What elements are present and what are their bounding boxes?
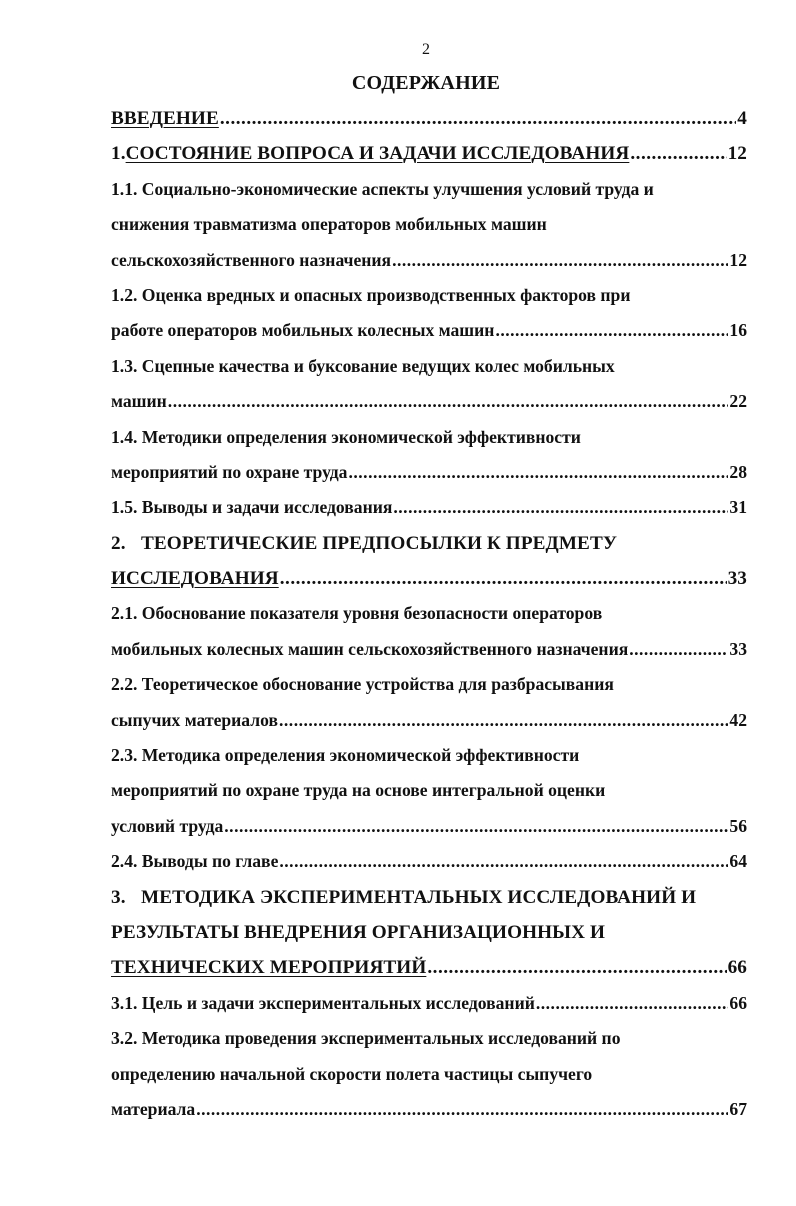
toc-entry-text: работе операторов мобильных колесных машин <box>111 320 495 341</box>
toc-entry-text: снижения травматизма операторов мобильных машин <box>111 214 547 235</box>
toc-page-number: 42 <box>729 709 747 730</box>
toc-page-number: 31 <box>729 497 747 518</box>
dot-leader <box>630 136 726 171</box>
toc-chapter-line[interactable] <box>111 950 747 985</box>
toc-entry-line[interactable] <box>111 313 747 348</box>
toc-entry-text: мероприятий по охране труда на основе интегральной оценки <box>111 780 606 801</box>
toc-page-number: 12 <box>729 249 747 270</box>
toc-entry-text: материала <box>111 1098 196 1119</box>
dot-leader <box>220 101 736 136</box>
toc-entry-text: машин <box>111 391 167 412</box>
toc-entry-line[interactable] <box>111 632 747 667</box>
toc-entry-text: МЕТОДИКА ЭКСПЕРИМЕНТАЛЬНЫХ ИССЛЕДОВАНИЙ И <box>141 886 697 908</box>
toc-entry-line <box>111 773 747 808</box>
chapter-number: 2. <box>111 532 126 554</box>
toc-entry-line[interactable] <box>111 490 747 525</box>
toc-entry-line <box>111 738 747 773</box>
toc-page-number: 33 <box>729 638 747 659</box>
toc-entry-text: условий труда <box>111 815 224 836</box>
dot-leader <box>279 703 728 738</box>
toc-entry-line <box>111 172 747 207</box>
toc-entry-text: сельскохозяйственного назначения <box>111 249 392 270</box>
toc-entry-text: сыпучих материалов <box>111 709 278 730</box>
toc-entry-text: 3.2. Методика проведения экспериментальных исследований по <box>111 1028 621 1049</box>
toc-entry-text: мероприятий по охране труда <box>111 461 348 482</box>
toc-entry-line <box>111 1057 747 1092</box>
toc-entry-text: 1.4. Методики определения экономической эффективности <box>111 426 581 447</box>
toc-page-number: 67 <box>729 1098 747 1119</box>
page-number: 2 <box>422 41 430 58</box>
dot-leader <box>279 844 728 879</box>
toc-entry-line[interactable] <box>111 243 747 278</box>
toc-entry-text: РЕЗУЛЬТАТЫ ВНЕДРЕНИЯ ОРГАНИЗАЦИОННЫХ И <box>111 921 605 943</box>
toc-entry-text: 3.1. Цель и задачи экспериментальных исследований <box>111 992 535 1013</box>
chapter-number: 1. <box>111 143 126 165</box>
toc-page-number: 22 <box>729 391 747 412</box>
toc-entry-line[interactable] <box>111 703 747 738</box>
toc-entry-line <box>111 349 747 384</box>
toc-entry-text: 2.1. Обоснование показателя уровня безопасности операторов <box>111 603 603 624</box>
chapter-number: 3. <box>111 886 126 908</box>
toc-page-number: 66 <box>727 957 747 979</box>
toc-entry-text: ТЕХНИЧЕСКИХ МЕРОПРИЯТИЙ <box>111 957 427 979</box>
toc-entry-text: мобильных колесных машин сельскохозяйственного назначения <box>111 638 629 659</box>
toc-page-number: 33 <box>727 568 747 590</box>
toc-entry-text: определению начальной скорости полета частицы сыпучего <box>111 1063 593 1084</box>
toc-entry-line[interactable] <box>111 1092 747 1127</box>
dot-leader <box>168 384 729 419</box>
toc-entry-line[interactable] <box>111 809 747 844</box>
toc-entry-line <box>111 207 747 242</box>
toc-entry-text: ИССЛЕДОВАНИЯ <box>111 568 279 590</box>
toc-chapter-line <box>111 880 747 915</box>
toc-page-number: 64 <box>729 851 747 872</box>
dot-leader <box>224 809 728 844</box>
toc-entry-line <box>111 596 747 631</box>
dot-leader <box>280 561 727 596</box>
dot-leader <box>495 313 728 348</box>
toc-entry-line[interactable] <box>111 455 747 490</box>
toc-page-number: 16 <box>729 320 747 341</box>
dot-leader <box>536 986 729 1021</box>
toc-entry-text: 2.2. Теоретическое обоснование устройства для разбрасывания <box>111 674 614 695</box>
dot-leader <box>392 243 728 278</box>
table-of-contents <box>111 101 747 1127</box>
toc-entry-text: ТЕОРЕТИЧЕСКИЕ ПРЕДПОСЫЛКИ К ПРЕДМЕТУ <box>141 532 618 554</box>
toc-entry-text: 1.2. Оценка вредных и опасных производственных факторов при <box>111 284 631 305</box>
toc-page-number: 28 <box>729 461 747 482</box>
toc-entry-line <box>111 1021 747 1056</box>
dot-leader <box>629 632 728 667</box>
toc-chapter-line <box>111 526 747 561</box>
toc-entry-line[interactable] <box>111 844 747 879</box>
toc-entry-text: ВВЕДЕНИЕ <box>111 108 219 129</box>
toc-page-number: 66 <box>729 992 747 1013</box>
toc-entry-text: 1.1. Социально-экономические аспекты улучшения условий труда и <box>111 178 654 199</box>
toc-title: СОДЕРЖАНИЕ <box>351 72 501 94</box>
toc-entry-line <box>111 667 747 702</box>
toc-chapter-line[interactable] <box>111 136 747 171</box>
toc-page-number: 56 <box>729 815 747 836</box>
toc-entry-line <box>111 278 747 313</box>
toc-entry-text: 2.3. Методика определения экономической эффективности <box>111 745 580 766</box>
toc-entry-text: 2.4. Выводы по главе <box>111 851 279 872</box>
toc-chapter-line[interactable] <box>111 101 747 136</box>
toc-chapter-line[interactable] <box>111 561 747 596</box>
toc-page-number: 12 <box>727 143 747 165</box>
toc-entry-text: 1.5. Выводы и задачи исследования <box>111 497 393 518</box>
toc-entry-line[interactable] <box>111 384 747 419</box>
dot-leader <box>196 1092 728 1127</box>
toc-page-number: 4 <box>737 108 747 129</box>
toc-entry-line[interactable] <box>111 986 747 1021</box>
toc-entry-line <box>111 420 747 455</box>
dot-leader <box>348 455 728 490</box>
toc-entry-text: СОСТОЯНИЕ ВОПРОСА И ЗАДАЧИ ИССЛЕДОВАНИЯ <box>125 143 630 165</box>
dot-leader <box>393 490 728 525</box>
toc-chapter-line <box>111 915 747 950</box>
toc-entry-text: 1.3. Сцепные качества и буксование ведущих колес мобильных <box>111 355 615 376</box>
dot-leader <box>427 950 726 985</box>
